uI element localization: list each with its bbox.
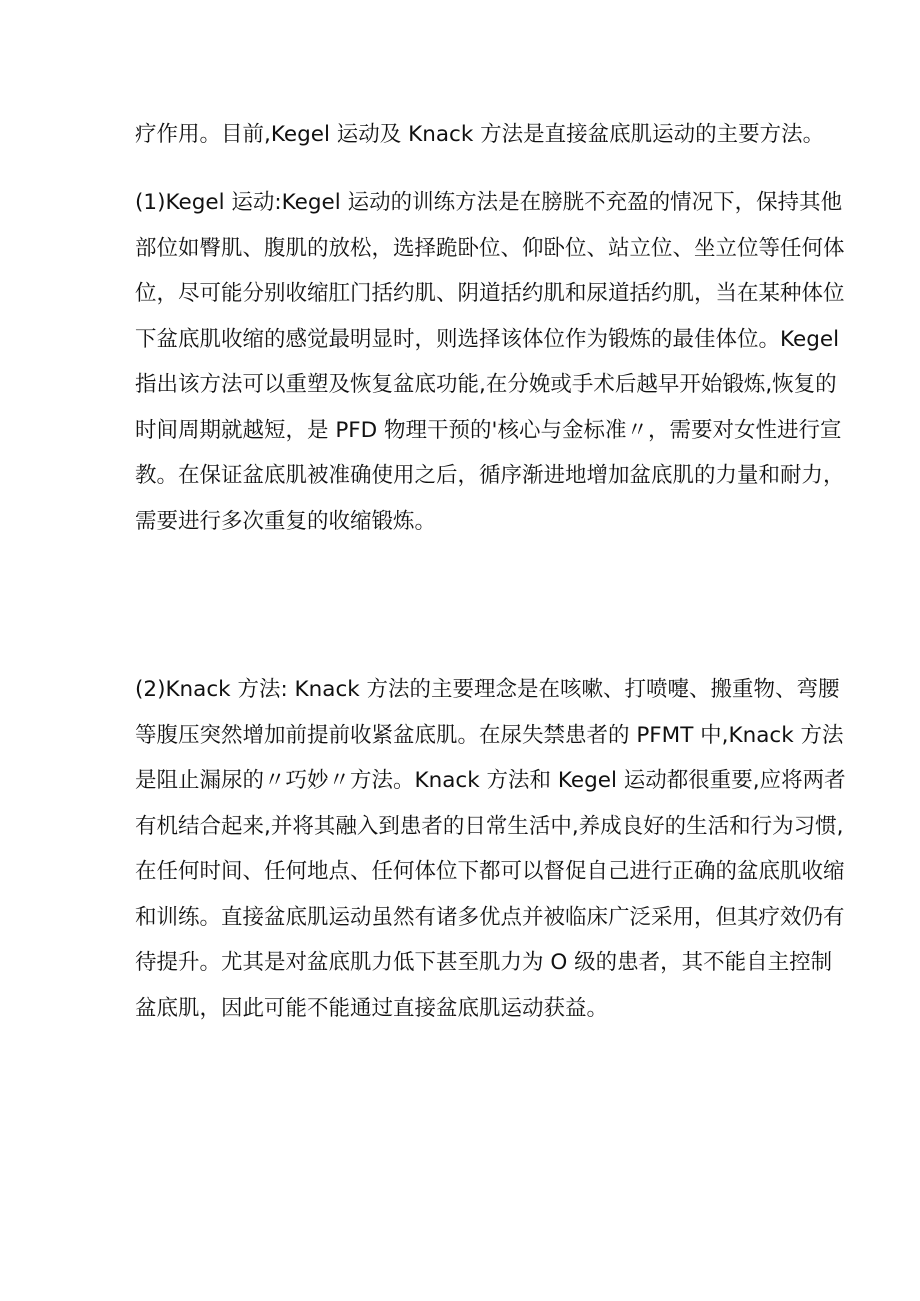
- text-line: 教。在保证盆底肌被准确使用之后，循序渐进地增加盆底肌的力量和耐力，: [135, 463, 845, 488]
- paragraph-intro: [135, 112, 825, 158]
- text-line: 和训练。直接盆底肌运动虽然有诸多优点并被临床广泛采用，但其疗效仍有: [135, 904, 845, 930]
- text-line: 等腹压突然增加前提前收紧盆底肌。在尿失禁患者的 PFMT 中,Knack 方法: [135, 722, 844, 748]
- text-line: 疗作用。目前,Kegel 运动及 Knack 方法是直接盆底肌运动的主要方法。: [135, 122, 825, 147]
- text-line: (2)Knack 方法: Knack 方法的主要理念是在咳嗽、打喷嚏、搬重物、弯腰: [135, 677, 840, 702]
- text-line: 位，尽可能分别收缩肛门括约肌、阴道括约肌和尿道括约肌，当在某种体位: [135, 281, 845, 306]
- text-line: 指出该方法可以重塑及恢复盆底功能,在分娩或手术后越早开始锻炼,恢复的: [135, 372, 837, 397]
- text-line: 需要进行多次重复的收缩锻炼。: [135, 508, 437, 534]
- text-line: 在任何时间、任何地点、任何体位下都可以督促自己进行正确的盆底肌收缩: [135, 859, 845, 884]
- text-line: 部位如臀肌、腹肌的放松，选择跪卧位、仰卧位、站立位、坐立位等任何体: [135, 235, 845, 261]
- text-line: (1)Kegel 运动:Kegel 运动的训练方法是在膀胱不充盈的情况下，保持其他: [135, 190, 843, 215]
- paragraph-knack: [135, 667, 846, 1031]
- text-line: 时间周期就越短，是 PFD 物理干预的'核心与金标准〃，需要对女性进行宣: [135, 417, 842, 443]
- text-line: 是阻止漏尿的〃巧妙〃方法。Knack 方法和 Kegel 运动都很重要,应将两者: [135, 768, 846, 793]
- paragraph-kegel: [135, 180, 845, 544]
- text-line: 盆底肌，因此可能不能通过直接盆底肌运动获益。: [135, 995, 609, 1021]
- text-line: 有机结合起来,并将其融入到患者的日常生活中,养成良好的生活和行为习惯,: [135, 813, 844, 839]
- text-line: 下盆底肌收缩的感觉最明显时，则选择该体位作为锻炼的最佳体位。Kegel: [135, 326, 840, 352]
- text-line: 待提升。尤其是对盆底肌力低下甚至肌力为 O 级的患者，其不能自主控制: [135, 950, 833, 975]
